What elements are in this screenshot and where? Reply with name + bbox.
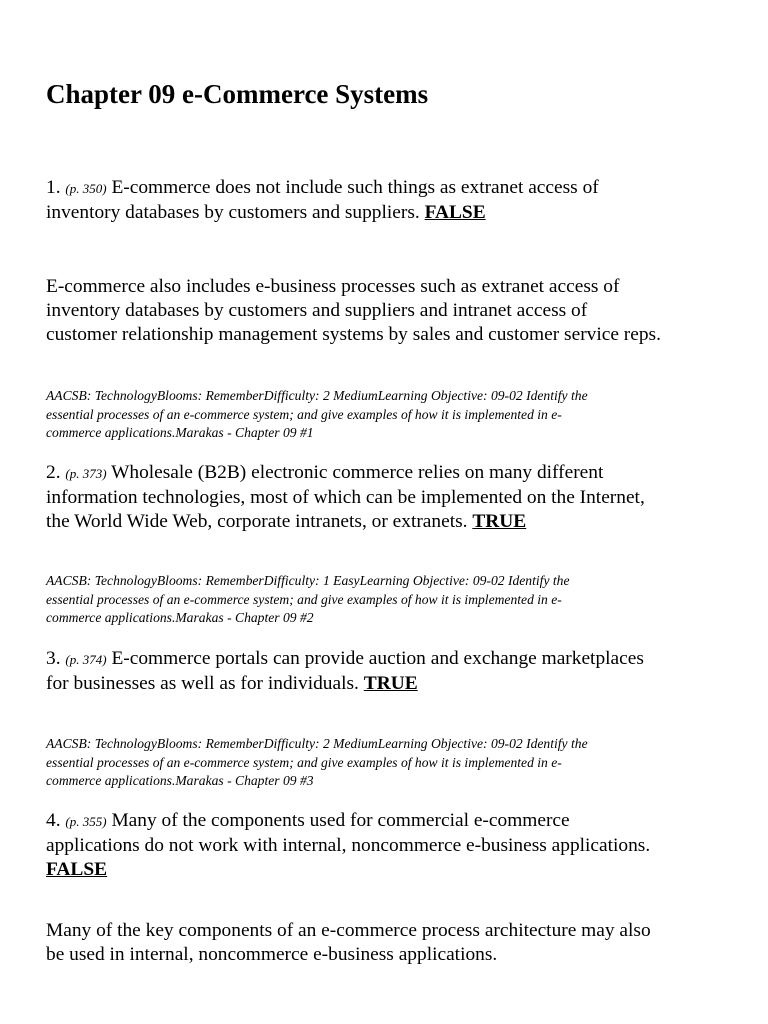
metadata-3 (46, 735, 751, 791)
question-number: 1. (46, 177, 61, 198)
question-number: 4. (46, 810, 61, 831)
metadata-line: essential processes of an e-commerce system; and give examples of how it is implemented in e- (46, 754, 562, 770)
question-text (46, 647, 751, 696)
question-line: Wholesale (B2B) electronic commerce relies on many different (111, 462, 604, 483)
question-line: Many of the components used for commercial e-commerce (111, 810, 570, 831)
explanation-line: E-commerce also includes e-business processes such as extranet access of (46, 276, 620, 297)
question-3 (46, 647, 751, 696)
metadata-2 (46, 572, 751, 628)
question-line: the World Wide Web, corporate intranets, or extranets. (46, 511, 468, 532)
page-reference: (p. 350) (65, 181, 107, 196)
question-number: 3. (46, 648, 61, 669)
answer: FALSE (424, 202, 486, 223)
question-line: information technologies, most of which can be implemented on the Internet, (46, 487, 645, 508)
question-line: for businesses as well as for individuals. (46, 673, 359, 694)
metadata-line: AACSB: TechnologyBlooms: RememberDifficulty: 2 MediumLearning Objective: 09-02 Identify the (46, 736, 588, 751)
metadata-line: AACSB: TechnologyBlooms: RememberDifficulty: 2 MediumLearning Objective: 09-02 Identify the (46, 388, 588, 403)
explanation-4 (46, 919, 751, 967)
page-reference: (p. 373) (65, 466, 107, 481)
metadata-line: essential processes of an e-commerce system; and give examples of how it is implemented in e- (46, 406, 562, 422)
explanation-line: be used in internal, noncommerce e-business applications. (46, 944, 498, 965)
question-text (46, 809, 751, 882)
metadata-line: commerce applications.Marakas - Chapter 09 #3 (46, 773, 314, 788)
metadata-line: AACSB: TechnologyBlooms: RememberDifficulty: 1 EasyLearning Objective: 09-02 Identify the (46, 573, 570, 588)
explanation-line: inventory databases by customers and suppliers and intranet access of (46, 300, 588, 321)
question-text (46, 176, 751, 225)
explanation-line: Many of the key components of an e-commerce process architecture may also (46, 920, 651, 941)
metadata-line: commerce applications.Marakas - Chapter 09 #2 (46, 610, 314, 625)
metadata-line: essential processes of an e-commerce system; and give examples of how it is implemented in e- (46, 591, 562, 607)
explanation-1 (46, 275, 751, 347)
page-reference: (p. 355) (65, 814, 107, 829)
question-line: applications do not work with internal, noncommerce e-business applications. (46, 835, 651, 856)
answer: TRUE (472, 511, 527, 532)
page-reference: (p. 374) (65, 652, 107, 667)
metadata-line: commerce applications.Marakas - Chapter 09 #1 (46, 425, 314, 440)
answer: FALSE (46, 859, 108, 880)
question-4 (46, 809, 751, 882)
question-1 (46, 176, 751, 225)
question-line: E-commerce does not include such things as extranet access of (111, 177, 599, 198)
question-2 (46, 461, 751, 534)
question-line: E-commerce portals can provide auction and exchange marketplaces (111, 648, 644, 669)
question-line: inventory databases by customers and suppliers. (46, 202, 420, 223)
explanation-line: customer relationship management systems by sales and customer service reps. (46, 324, 661, 345)
question-number: 2. (46, 462, 61, 483)
page-title: Chapter 09 e-Commerce Systems (46, 79, 429, 109)
metadata-1 (46, 387, 751, 443)
answer: TRUE (363, 673, 418, 694)
question-text (46, 461, 751, 534)
